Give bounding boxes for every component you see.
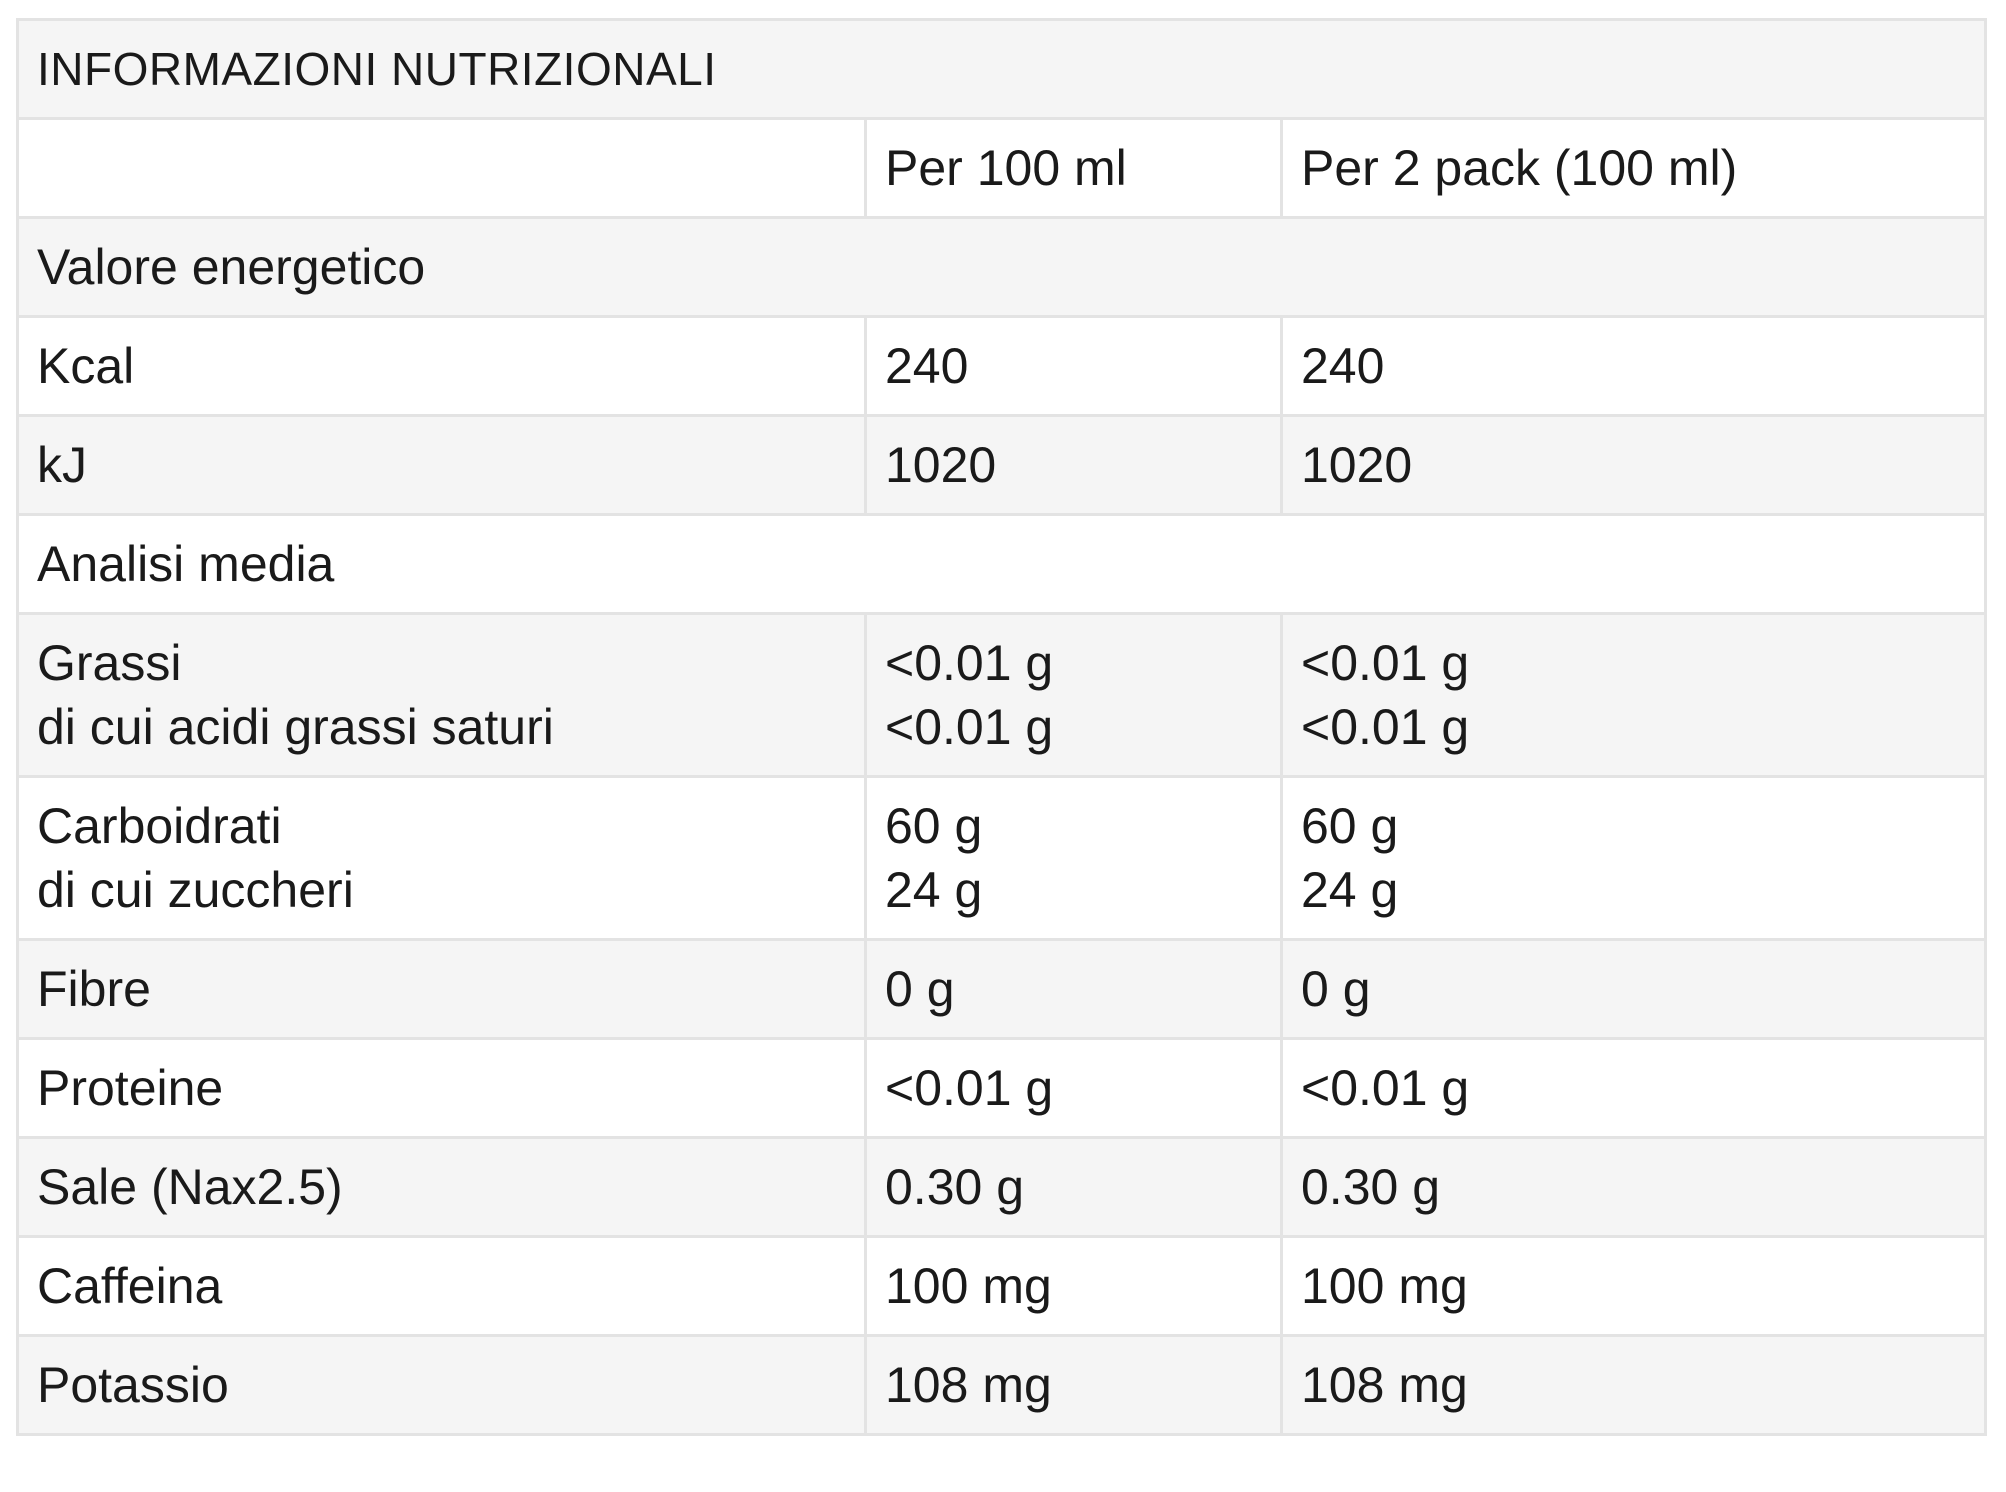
section-analysis-label: Analisi media <box>18 515 1986 614</box>
row-sublabel-sugars: di cui zuccheri <box>37 862 354 918</box>
value-saturated-fat-per-100ml: <0.01 g <box>885 699 1054 755</box>
table-row <box>18 1138 1986 1237</box>
row-label-salt: Sale (Nax2.5) <box>18 1138 866 1237</box>
row-label-fat: Grassi <box>37 635 182 691</box>
table-header-row <box>18 119 1986 218</box>
value-salt-per-pack: 0.30 g <box>1282 1138 1986 1237</box>
table-title: INFORMAZIONI NUTRIZIONALI <box>18 20 1986 119</box>
value-carbs-per-100ml-cell <box>866 777 1282 940</box>
header-empty-cell <box>18 119 866 218</box>
value-fat-per-pack-cell <box>1282 614 1986 777</box>
row-label-potassium: Potassio <box>18 1336 866 1435</box>
value-fibre-per-pack: 0 g <box>1282 940 1986 1039</box>
value-kcal-per-100ml: 240 <box>866 317 1282 416</box>
value-fat-per-pack: <0.01 g <box>1301 635 1470 691</box>
header-per-pack: Per 2 pack (100 ml) <box>1282 119 1986 218</box>
value-carbs-per-pack: 60 g <box>1301 798 1399 854</box>
value-protein-per-100ml: <0.01 g <box>866 1039 1282 1138</box>
value-fibre-per-100ml: 0 g <box>866 940 1282 1039</box>
value-carbs-per-pack-cell <box>1282 777 1986 940</box>
row-label-kcal: Kcal <box>18 317 866 416</box>
value-fat-per-100ml-cell <box>866 614 1282 777</box>
value-caffeine-per-100ml: 100 mg <box>866 1237 1282 1336</box>
row-label-carbs: Carboidrati <box>37 798 282 854</box>
value-fat-per-100ml: <0.01 g <box>885 635 1054 691</box>
row-label-caffeine: Caffeina <box>18 1237 866 1336</box>
value-sugars-per-100ml: 24 g <box>885 862 983 918</box>
value-protein-per-pack: <0.01 g <box>1282 1039 1986 1138</box>
value-salt-per-100ml: 0.30 g <box>866 1138 1282 1237</box>
header-per-100ml: Per 100 ml <box>866 119 1282 218</box>
nutrition-table-container <box>16 18 1984 1436</box>
value-potassium-per-100ml: 108 mg <box>866 1336 1282 1435</box>
table-row <box>18 940 1986 1039</box>
value-carbs-per-100ml: 60 g <box>885 798 983 854</box>
table-row <box>18 777 1986 940</box>
row-label-carbs-cell <box>18 777 866 940</box>
table-row <box>18 1039 1986 1138</box>
row-label-fat-cell <box>18 614 866 777</box>
value-kcal-per-pack: 240 <box>1282 317 1986 416</box>
value-sugars-per-pack: 24 g <box>1301 862 1399 918</box>
section-row-energy <box>18 218 1986 317</box>
value-kj-per-100ml: 1020 <box>866 416 1282 515</box>
table-row <box>18 1336 1986 1435</box>
table-title-row <box>18 20 1986 119</box>
value-potassium-per-pack: 108 mg <box>1282 1336 1986 1435</box>
section-energy-label: Valore energetico <box>18 218 1986 317</box>
table-row <box>18 614 1986 777</box>
table-row <box>18 317 1986 416</box>
value-saturated-fat-per-pack: <0.01 g <box>1301 699 1470 755</box>
table-row <box>18 1237 1986 1336</box>
row-sublabel-saturated-fat: di cui acidi grassi saturi <box>37 699 554 755</box>
value-kj-per-pack: 1020 <box>1282 416 1986 515</box>
row-label-fibre: Fibre <box>18 940 866 1039</box>
table-row <box>18 416 1986 515</box>
row-label-protein: Proteine <box>18 1039 866 1138</box>
value-caffeine-per-pack: 100 mg <box>1282 1237 1986 1336</box>
row-label-kj: kJ <box>18 416 866 515</box>
nutrition-table <box>16 18 1987 1436</box>
section-row-analysis <box>18 515 1986 614</box>
